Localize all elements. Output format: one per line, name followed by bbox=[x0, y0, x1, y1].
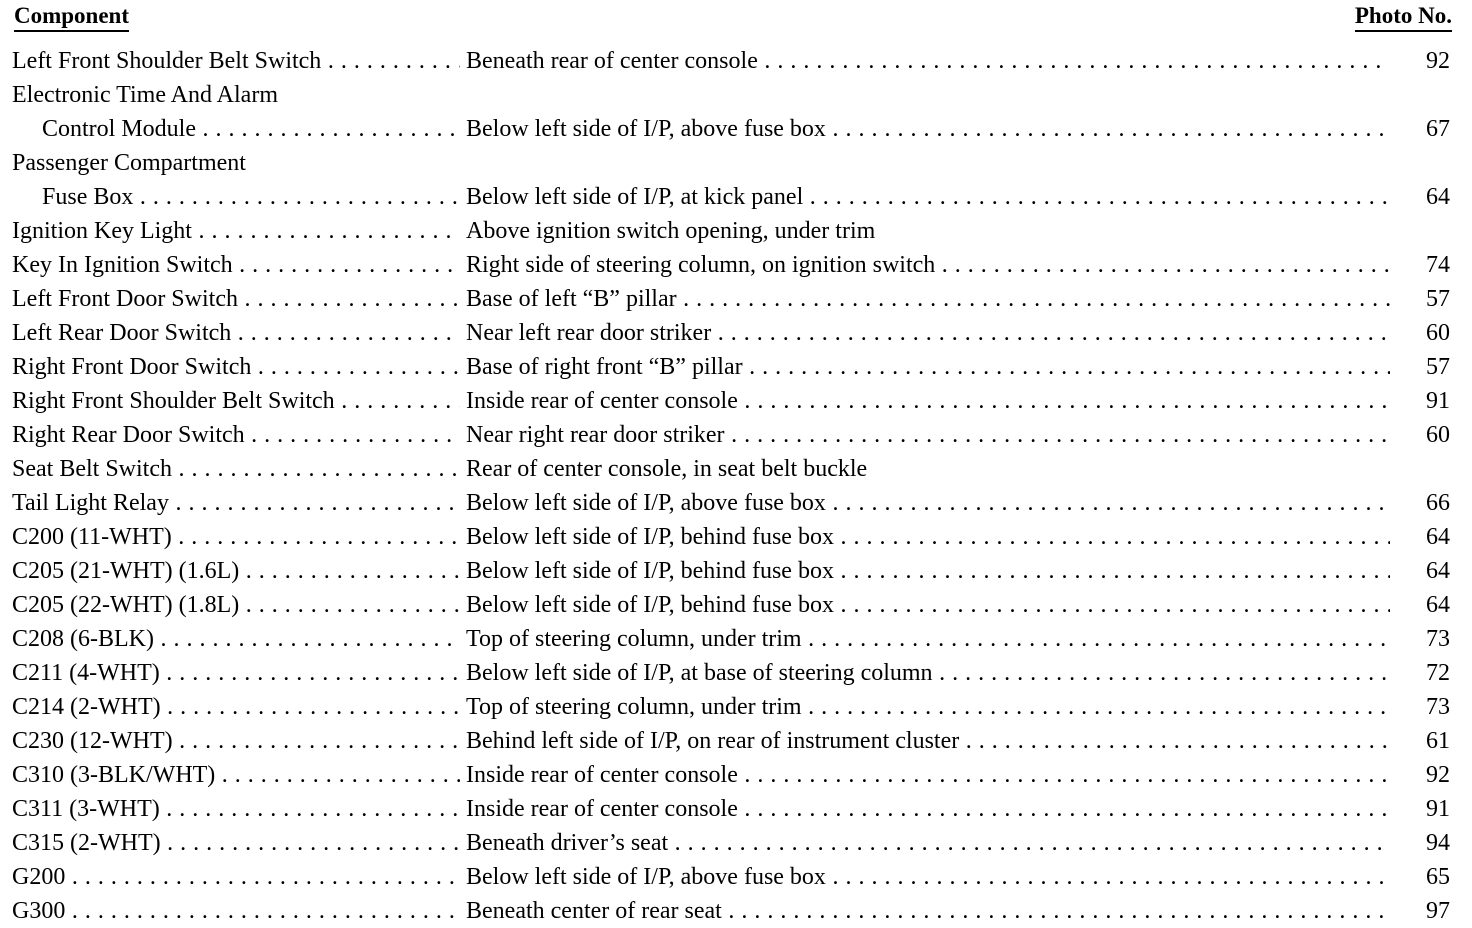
component-location: Below left side of I/P, behind fuse box . . . bbox=[466, 588, 1406, 622]
photo-number: 57 bbox=[1390, 282, 1450, 316]
table-row bbox=[0, 418, 1472, 452]
table-row bbox=[0, 248, 1472, 282]
table-row bbox=[0, 44, 1472, 78]
component-name: C230 (12-WHT) . . . bbox=[12, 724, 460, 758]
component-location: Inside rear of center console . . . bbox=[466, 384, 1406, 418]
photo-number: 61 bbox=[1390, 724, 1450, 758]
component-location: Near left rear door striker . . . bbox=[466, 316, 1406, 350]
photo-number-column-header: Photo No. bbox=[1355, 2, 1452, 32]
component-location: Above ignition switch opening, under trim bbox=[466, 218, 876, 244]
component-name: G300 . . . bbox=[12, 894, 460, 928]
component-name: Tail Light Relay . . . bbox=[12, 486, 460, 520]
photo-number: 72 bbox=[1390, 656, 1450, 690]
component-name: Right Front Shoulder Belt Switch . . . bbox=[12, 384, 460, 418]
component-name: Seat Belt Switch . . . bbox=[12, 452, 460, 486]
table-row bbox=[0, 758, 1472, 792]
component-location: Top of steering column, under trim . . . bbox=[466, 690, 1406, 724]
component-location: Inside rear of center console . . . bbox=[466, 758, 1406, 792]
component-location: Right side of steering column, on ignition switch . . . bbox=[466, 248, 1406, 282]
photo-number: 74 bbox=[1390, 248, 1450, 282]
component-name: Electronic Time And Alarm bbox=[12, 82, 278, 108]
component-location: Below left side of I/P, behind fuse box . . . bbox=[466, 554, 1406, 588]
photo-number: 64 bbox=[1390, 520, 1450, 554]
table-row bbox=[0, 214, 1472, 248]
photo-number: 64 bbox=[1390, 588, 1450, 622]
table-row bbox=[0, 350, 1472, 384]
component-location: Below left side of I/P, behind fuse box . . . bbox=[466, 520, 1406, 554]
photo-number: 60 bbox=[1390, 418, 1450, 452]
table-row bbox=[0, 316, 1472, 350]
table-row bbox=[0, 656, 1472, 690]
component-location: Near right rear door striker . . . bbox=[466, 418, 1406, 452]
component-location: Below left side of I/P, at kick panel . . . bbox=[466, 180, 1406, 214]
table-row bbox=[0, 282, 1472, 316]
component-name: G200 . . . bbox=[12, 860, 460, 894]
photo-number: 66 bbox=[1390, 486, 1450, 520]
component-column-header: Component bbox=[14, 2, 129, 32]
photo-number: 67 bbox=[1390, 112, 1450, 146]
component-name: C205 (22-WHT) (1.8L) . . . bbox=[12, 588, 460, 622]
table-row bbox=[0, 78, 1472, 112]
component-name: Left Front Shoulder Belt Switch . . . bbox=[12, 44, 460, 78]
table-row bbox=[0, 894, 1472, 928]
table-header bbox=[12, 2, 1452, 36]
component-location: Below left side of I/P, above fuse box . . . bbox=[466, 486, 1406, 520]
component-location: Below left side of I/P, above fuse box . . . bbox=[466, 112, 1406, 146]
component-location-list bbox=[0, 44, 1472, 928]
component-name: C310 (3-BLK/WHT) . . . bbox=[12, 758, 460, 792]
component-location: Behind left side of I/P, on rear of instrument cluster . . . bbox=[466, 724, 1406, 758]
component-location: Beneath center of rear seat . . . bbox=[466, 894, 1406, 928]
component-name: C315 (2-WHT) . . . bbox=[12, 826, 460, 860]
photo-number: 97 bbox=[1390, 894, 1450, 928]
table-row bbox=[0, 384, 1472, 418]
photo-number: 60 bbox=[1390, 316, 1450, 350]
component-name: C214 (2-WHT) . . . bbox=[12, 690, 460, 724]
photo-number: 91 bbox=[1390, 792, 1450, 826]
component-name: C208 (6-BLK) . . . bbox=[12, 622, 460, 656]
component-name: Passenger Compartment bbox=[12, 150, 246, 176]
table-row bbox=[0, 792, 1472, 826]
table-row bbox=[0, 146, 1472, 180]
photo-number: 65 bbox=[1390, 860, 1450, 894]
table-row bbox=[0, 554, 1472, 588]
photo-number: 91 bbox=[1390, 384, 1450, 418]
table-row bbox=[0, 588, 1472, 622]
component-name: Left Rear Door Switch . . . bbox=[12, 316, 460, 350]
table-row bbox=[0, 112, 1472, 146]
component-location: Base of right front “B” pillar . . . bbox=[466, 350, 1406, 384]
component-name: C200 (11-WHT) . . . bbox=[12, 520, 460, 554]
component-name: Fuse Box . . . bbox=[42, 180, 460, 214]
component-location: Rear of center console, in seat belt buckle bbox=[466, 456, 868, 482]
component-name: C205 (21-WHT) (1.6L) . . . bbox=[12, 554, 460, 588]
table-row bbox=[0, 452, 1472, 486]
photo-number: 57 bbox=[1390, 350, 1450, 384]
table-row bbox=[0, 486, 1472, 520]
table-row bbox=[0, 826, 1472, 860]
component-location: Below left side of I/P, at base of steering column . . . bbox=[466, 656, 1406, 690]
table-row bbox=[0, 622, 1472, 656]
component-location: Top of steering column, under trim . . . bbox=[466, 622, 1406, 656]
component-name: C311 (3-WHT) . . . bbox=[12, 792, 460, 826]
component-name: C211 (4-WHT) . . . bbox=[12, 656, 460, 690]
component-location: Base of left “B” pillar . . . bbox=[466, 282, 1406, 316]
component-location: Beneath rear of center console . . . bbox=[466, 44, 1406, 78]
component-location: Inside rear of center console . . . bbox=[466, 792, 1406, 826]
photo-number: 92 bbox=[1390, 44, 1450, 78]
photo-number: 92 bbox=[1390, 758, 1450, 792]
table-row bbox=[0, 690, 1472, 724]
photo-number: 64 bbox=[1390, 180, 1450, 214]
component-name: Left Front Door Switch . . . bbox=[12, 282, 460, 316]
component-location: Beneath driver’s seat . . . bbox=[466, 826, 1406, 860]
table-row bbox=[0, 520, 1472, 554]
component-name: Right Front Door Switch . . . bbox=[12, 350, 460, 384]
component-location: Below left side of I/P, above fuse box . . . bbox=[466, 860, 1406, 894]
table-row bbox=[0, 724, 1472, 758]
table-row bbox=[0, 180, 1472, 214]
photo-number: 73 bbox=[1390, 690, 1450, 724]
photo-number: 94 bbox=[1390, 826, 1450, 860]
component-name: Control Module . . . bbox=[42, 112, 460, 146]
photo-number: 73 bbox=[1390, 622, 1450, 656]
table-row bbox=[0, 860, 1472, 894]
photo-number: 64 bbox=[1390, 554, 1450, 588]
component-name: Key In Ignition Switch . . . bbox=[12, 248, 460, 282]
component-name: Ignition Key Light . . . bbox=[12, 214, 460, 248]
component-name: Right Rear Door Switch . . . bbox=[12, 418, 460, 452]
